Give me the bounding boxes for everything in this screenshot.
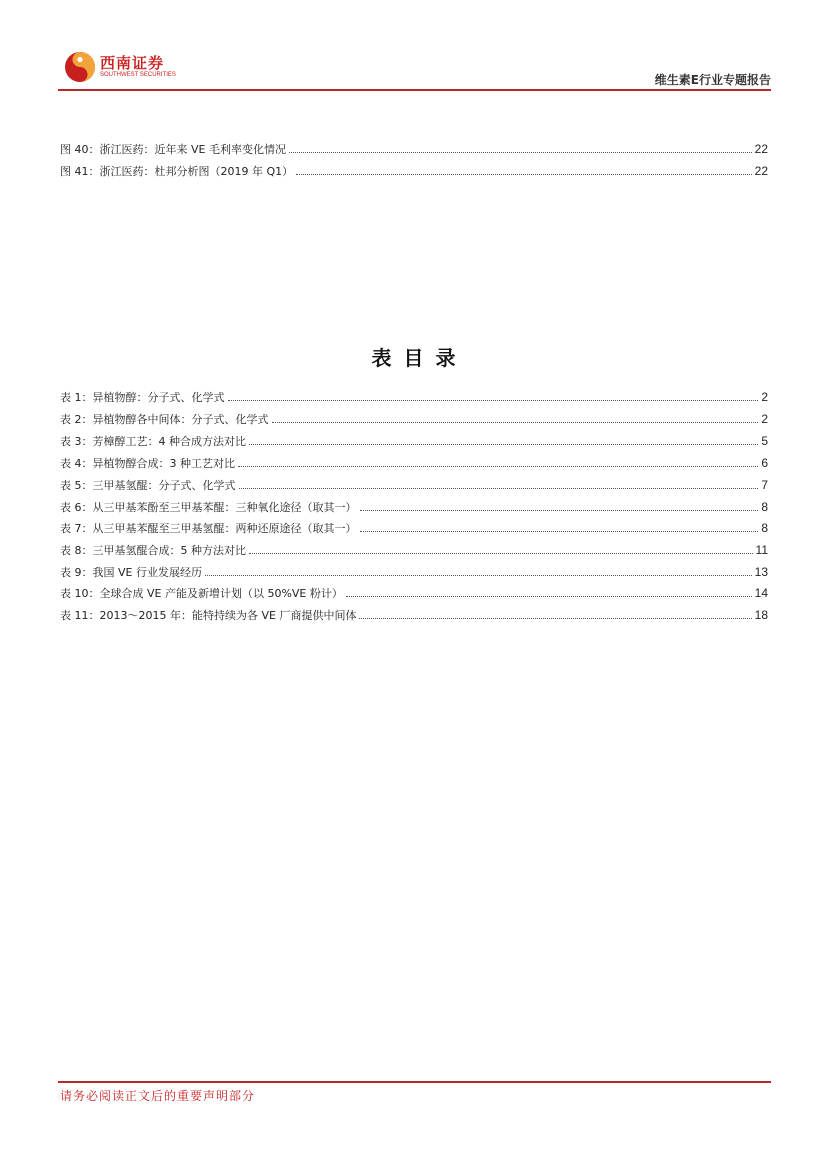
toc-page-number: 2 [761, 412, 768, 426]
table-toc-entry[interactable] [60, 520, 768, 536]
toc-leader-dots [249, 433, 758, 445]
toc-page-number: 22 [754, 164, 768, 178]
toc-entry-label: 表 3：芳樟醇工艺：4 种合成方法对比 [60, 435, 246, 448]
figure-toc-entry[interactable] [60, 163, 768, 179]
table-toc-entry[interactable] [60, 477, 768, 493]
footer-disclaimer-notice: 请务必阅读正文后的重要声明部分 [60, 1089, 256, 1103]
toc-page-number: 18 [754, 608, 768, 622]
table-toc-entry[interactable] [60, 564, 768, 580]
footer-divider [58, 1081, 771, 1083]
toc-entry-label: 表 9：我国 VE 行业发展经历 [60, 566, 202, 579]
company-logo [64, 50, 176, 84]
toc-entry-label: 表 7：从三甲基苯醌至三甲基氢醌：两种还原途径（取其一） [60, 522, 357, 535]
toc-leader-dots [289, 141, 752, 153]
toc-leader-dots [249, 542, 753, 554]
toc-page-number: 2 [761, 390, 768, 404]
table-toc-entry[interactable] [60, 607, 768, 623]
toc-entry-label: 表 6：从三甲基苯酚至三甲基苯醌：三种氧化途径（取其一） [60, 501, 357, 514]
toc-page-number: 11 [755, 543, 768, 557]
toc-page-number: 8 [761, 500, 768, 514]
toc-entry-label: 表 4：异植物醇合成：3 种工艺对比 [60, 457, 235, 470]
toc-page-number: 6 [761, 456, 768, 470]
table-toc-entry[interactable] [60, 585, 768, 601]
toc-entry-label: 图 40：浙江医药：近年来 VE 毛利率变化情况 [60, 143, 286, 156]
toc-entry-label: 表 1：异植物醇：分子式、化学式 [60, 391, 225, 404]
table-toc-entry[interactable] [60, 411, 768, 427]
toc-leader-dots [296, 163, 752, 175]
table-toc-entry[interactable] [60, 542, 768, 558]
table-toc-entry[interactable] [60, 499, 768, 515]
table-toc-entry[interactable] [60, 433, 768, 449]
toc-leader-dots [239, 477, 759, 489]
toc-entry-label: 表 5：三甲基氢醌：分子式、化学式 [60, 479, 236, 492]
toc-entry-label: 表 2：异植物醇各中间体：分子式、化学式 [60, 413, 269, 426]
header-divider [58, 89, 771, 91]
toc-leader-dots [205, 564, 752, 576]
table-toc-entry[interactable] [60, 389, 768, 405]
toc-entry-label: 图 41：浙江医药：杜邦分析图（2019 年 Q1） [60, 165, 294, 178]
toc-leader-dots [360, 499, 759, 511]
toc-page-number: 22 [754, 142, 768, 156]
logo-chinese-name: 西南证券 [100, 54, 165, 72]
toc-leader-dots [272, 411, 759, 423]
table-toc-entry[interactable] [60, 455, 768, 471]
toc-leader-dots [359, 607, 751, 619]
toc-page-number: 7 [761, 478, 768, 492]
toc-entry-label: 表 11：2013～2015 年：能特持续为各 VE 厂商提供中间体 [60, 609, 357, 622]
toc-entry-label: 表 10：全球合成 VE 产能及新增计划（以 50%VE 粉计） [60, 587, 343, 600]
toc-leader-dots [228, 389, 759, 401]
toc-page-number: 14 [754, 586, 768, 600]
page-header [58, 40, 771, 94]
figure-toc-entry[interactable] [60, 141, 768, 157]
report-title: 维生素E行业专题报告 [654, 73, 771, 87]
toc-entry-label: 表 8：三甲基氢醌合成：5 种方法对比 [60, 544, 246, 557]
toc-page-number: 8 [761, 521, 768, 535]
toc-leader-dots [346, 585, 752, 597]
southwest-securities-logo-icon [64, 51, 96, 83]
logo-english-name: SOUTHWEST SECURITIES [100, 72, 176, 78]
tables-toc-title: 表目录 [371, 346, 468, 370]
toc-leader-dots [238, 455, 758, 467]
toc-leader-dots [360, 520, 759, 532]
toc-page-number: 13 [754, 565, 768, 579]
toc-page-number: 5 [761, 434, 768, 448]
